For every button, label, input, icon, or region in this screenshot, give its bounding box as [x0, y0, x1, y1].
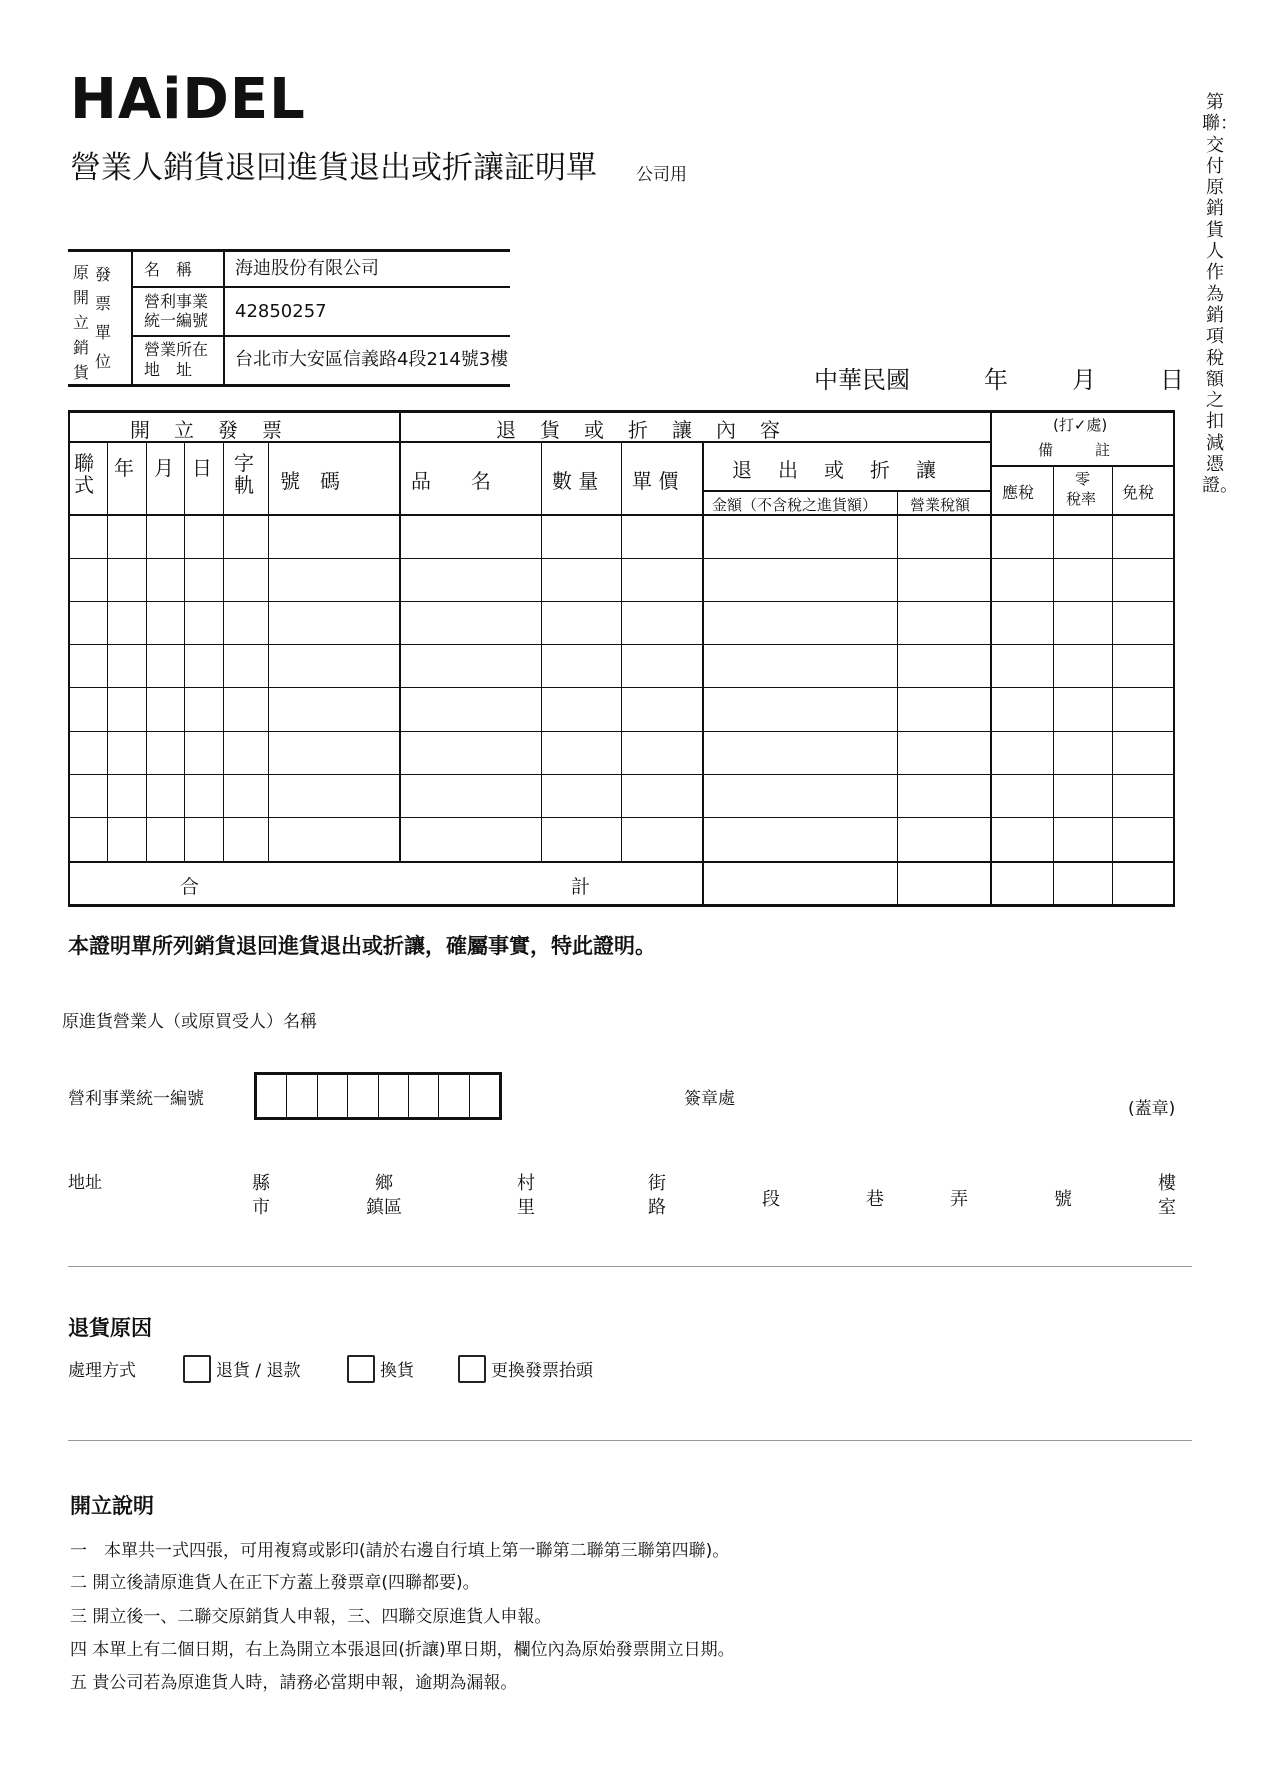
issuer-ban-value: 42850257: [235, 301, 327, 322]
header-zero-rate-1: 零: [1075, 470, 1091, 488]
instruction-item: 二 開立後請原進貨人在正下方蓋上發票章(四聯都要)。: [70, 1573, 480, 1593]
issuer-address-label-1: 營業所在: [144, 340, 209, 359]
seal-label: (蓋章): [1128, 1099, 1176, 1119]
header-unit-price: 單 價: [632, 469, 679, 493]
ban-digit-box[interactable]: [257, 1075, 287, 1117]
header-invoice-type: 聯式: [74, 451, 94, 497]
header-remark: 備 註: [1038, 441, 1115, 459]
option-refund-label: 退貨 / 退款: [216, 1361, 301, 1381]
header-item-name: 品 名: [411, 469, 491, 493]
issuer-address-value: 台北市大安區信義路4段214號3樓: [235, 349, 509, 370]
address-unit-street: 街 路: [648, 1173, 666, 1218]
date-year: 年: [984, 366, 1008, 394]
header-taxable: 應稅: [1002, 483, 1035, 502]
checkbox-refund[interactable]: [183, 1355, 211, 1383]
ban-digit-box[interactable]: [379, 1075, 409, 1117]
document-title: 營業人銷貨退回進貨退出或折讓証明單: [70, 150, 597, 186]
issuer-name-value: 海迪股份有限公司: [235, 258, 379, 279]
header-month: 月: [154, 456, 174, 480]
header-zero-rate-2: 稅率: [1066, 490, 1097, 508]
issuer-group-label-a: 原開立銷貨: [73, 263, 90, 382]
issuer-group-label-b: 發票單位: [95, 265, 112, 371]
issuer-info-table: [68, 249, 510, 387]
copy-note: 公司用: [636, 165, 687, 185]
address-unit-floor: 樓 室: [1158, 1173, 1176, 1218]
instructions-title: 開立說明: [70, 1494, 154, 1518]
header-day: 日: [192, 456, 212, 480]
address-unit-number: 號: [1054, 1189, 1072, 1210]
buyer-name-label: 原進貨營業人（或原買受人）名稱: [62, 1012, 317, 1032]
ban-digit-box[interactable]: [409, 1075, 439, 1117]
total-label-right: 計: [571, 876, 591, 898]
certification-statement: 本證明單所列銷貨退回進貨退出或折讓，確屬事實，特此證明。: [68, 934, 656, 958]
checkbox-exchange[interactable]: [347, 1355, 375, 1383]
issuer-ban-label-1: 營利事業: [144, 292, 209, 311]
option-change-invoice-title-label: 更換發票抬頭: [491, 1361, 593, 1381]
divider: [68, 1440, 1192, 1441]
header-year: 年: [114, 456, 134, 480]
instruction-item: 五 貴公司若為原進貨人時，請務必當期申報，逾期為漏報。: [70, 1673, 518, 1693]
address-unit-lane: 巷: [866, 1189, 884, 1210]
header-quantity: 數 量: [552, 469, 599, 493]
issuer-address-label-2: 地 址: [144, 360, 193, 379]
date-month: 月: [1072, 366, 1096, 394]
header-track: 字軌: [234, 451, 254, 497]
buyer-ban-boxes[interactable]: [254, 1072, 502, 1120]
instruction-item: 三 開立後一、二聯交原銷貨人申報，三、四聯交原進貨人申報。: [70, 1607, 552, 1627]
header-invoice-group: 開 立 發 票: [130, 418, 284, 442]
ban-digit-box[interactable]: [287, 1075, 317, 1117]
header-tax-amount: 營業稅額: [910, 496, 971, 514]
header-refund-group: 退 出 或 折 讓: [732, 458, 939, 482]
issuer-ban-label-2: 統一編號: [144, 311, 209, 330]
header-tax-exempt: 免稅: [1122, 483, 1155, 502]
buyer-ban-label: 營利事業統一編號: [68, 1089, 204, 1109]
ban-digit-box[interactable]: [318, 1075, 348, 1117]
ban-digit-box[interactable]: [348, 1075, 378, 1117]
address-unit-section: 段: [762, 1189, 780, 1210]
ban-digit-box[interactable]: [439, 1075, 469, 1117]
address-unit-county: 縣 市: [252, 1173, 270, 1218]
issuer-name-label: 名 稱: [144, 260, 193, 279]
instruction-item: 四 本單上有二個日期，右上為開立本張退回(折讓)單日期，欄位內為原始發票開立日期。: [70, 1640, 735, 1660]
header-amount: 金額（不含稅之進貨額）: [712, 496, 878, 514]
signature-label: 簽章處: [684, 1089, 735, 1109]
return-reason-title: 退貨原因: [68, 1316, 152, 1340]
total-label-left: 合: [180, 876, 200, 898]
address-unit-town: 鄉 鎮區: [366, 1173, 402, 1218]
ban-digit-box[interactable]: [470, 1075, 499, 1117]
option-exchange-label: 換貨: [380, 1361, 414, 1381]
header-check-note: (打✓處): [1053, 416, 1108, 434]
header-return-group: 退 貨 或 折 讓 內 容: [496, 418, 782, 442]
brand-logo: HAiDEL: [70, 67, 306, 132]
date-era: 中華民國: [814, 366, 910, 394]
address-unit-alley: 弄: [950, 1189, 968, 1210]
divider: [68, 1266, 1192, 1267]
address-unit-village: 村 里: [517, 1173, 535, 1218]
date-day: 日: [1160, 366, 1184, 394]
instruction-item: 一 本單共一式四張，可用複寫或影印(請於右邊自行填上第一聯第二聯第三聯第四聯)。: [70, 1541, 730, 1561]
handling-method-label: 處理方式: [68, 1361, 136, 1381]
return-items-table: [68, 410, 1175, 907]
address-label: 地址: [68, 1173, 102, 1193]
checkbox-change-invoice-title[interactable]: [458, 1355, 486, 1383]
side-copy-note: 第 聯：交付原銷貨人作為銷項稅額之扣減憑證。: [1202, 92, 1238, 497]
header-number: 號 碼: [280, 469, 340, 493]
